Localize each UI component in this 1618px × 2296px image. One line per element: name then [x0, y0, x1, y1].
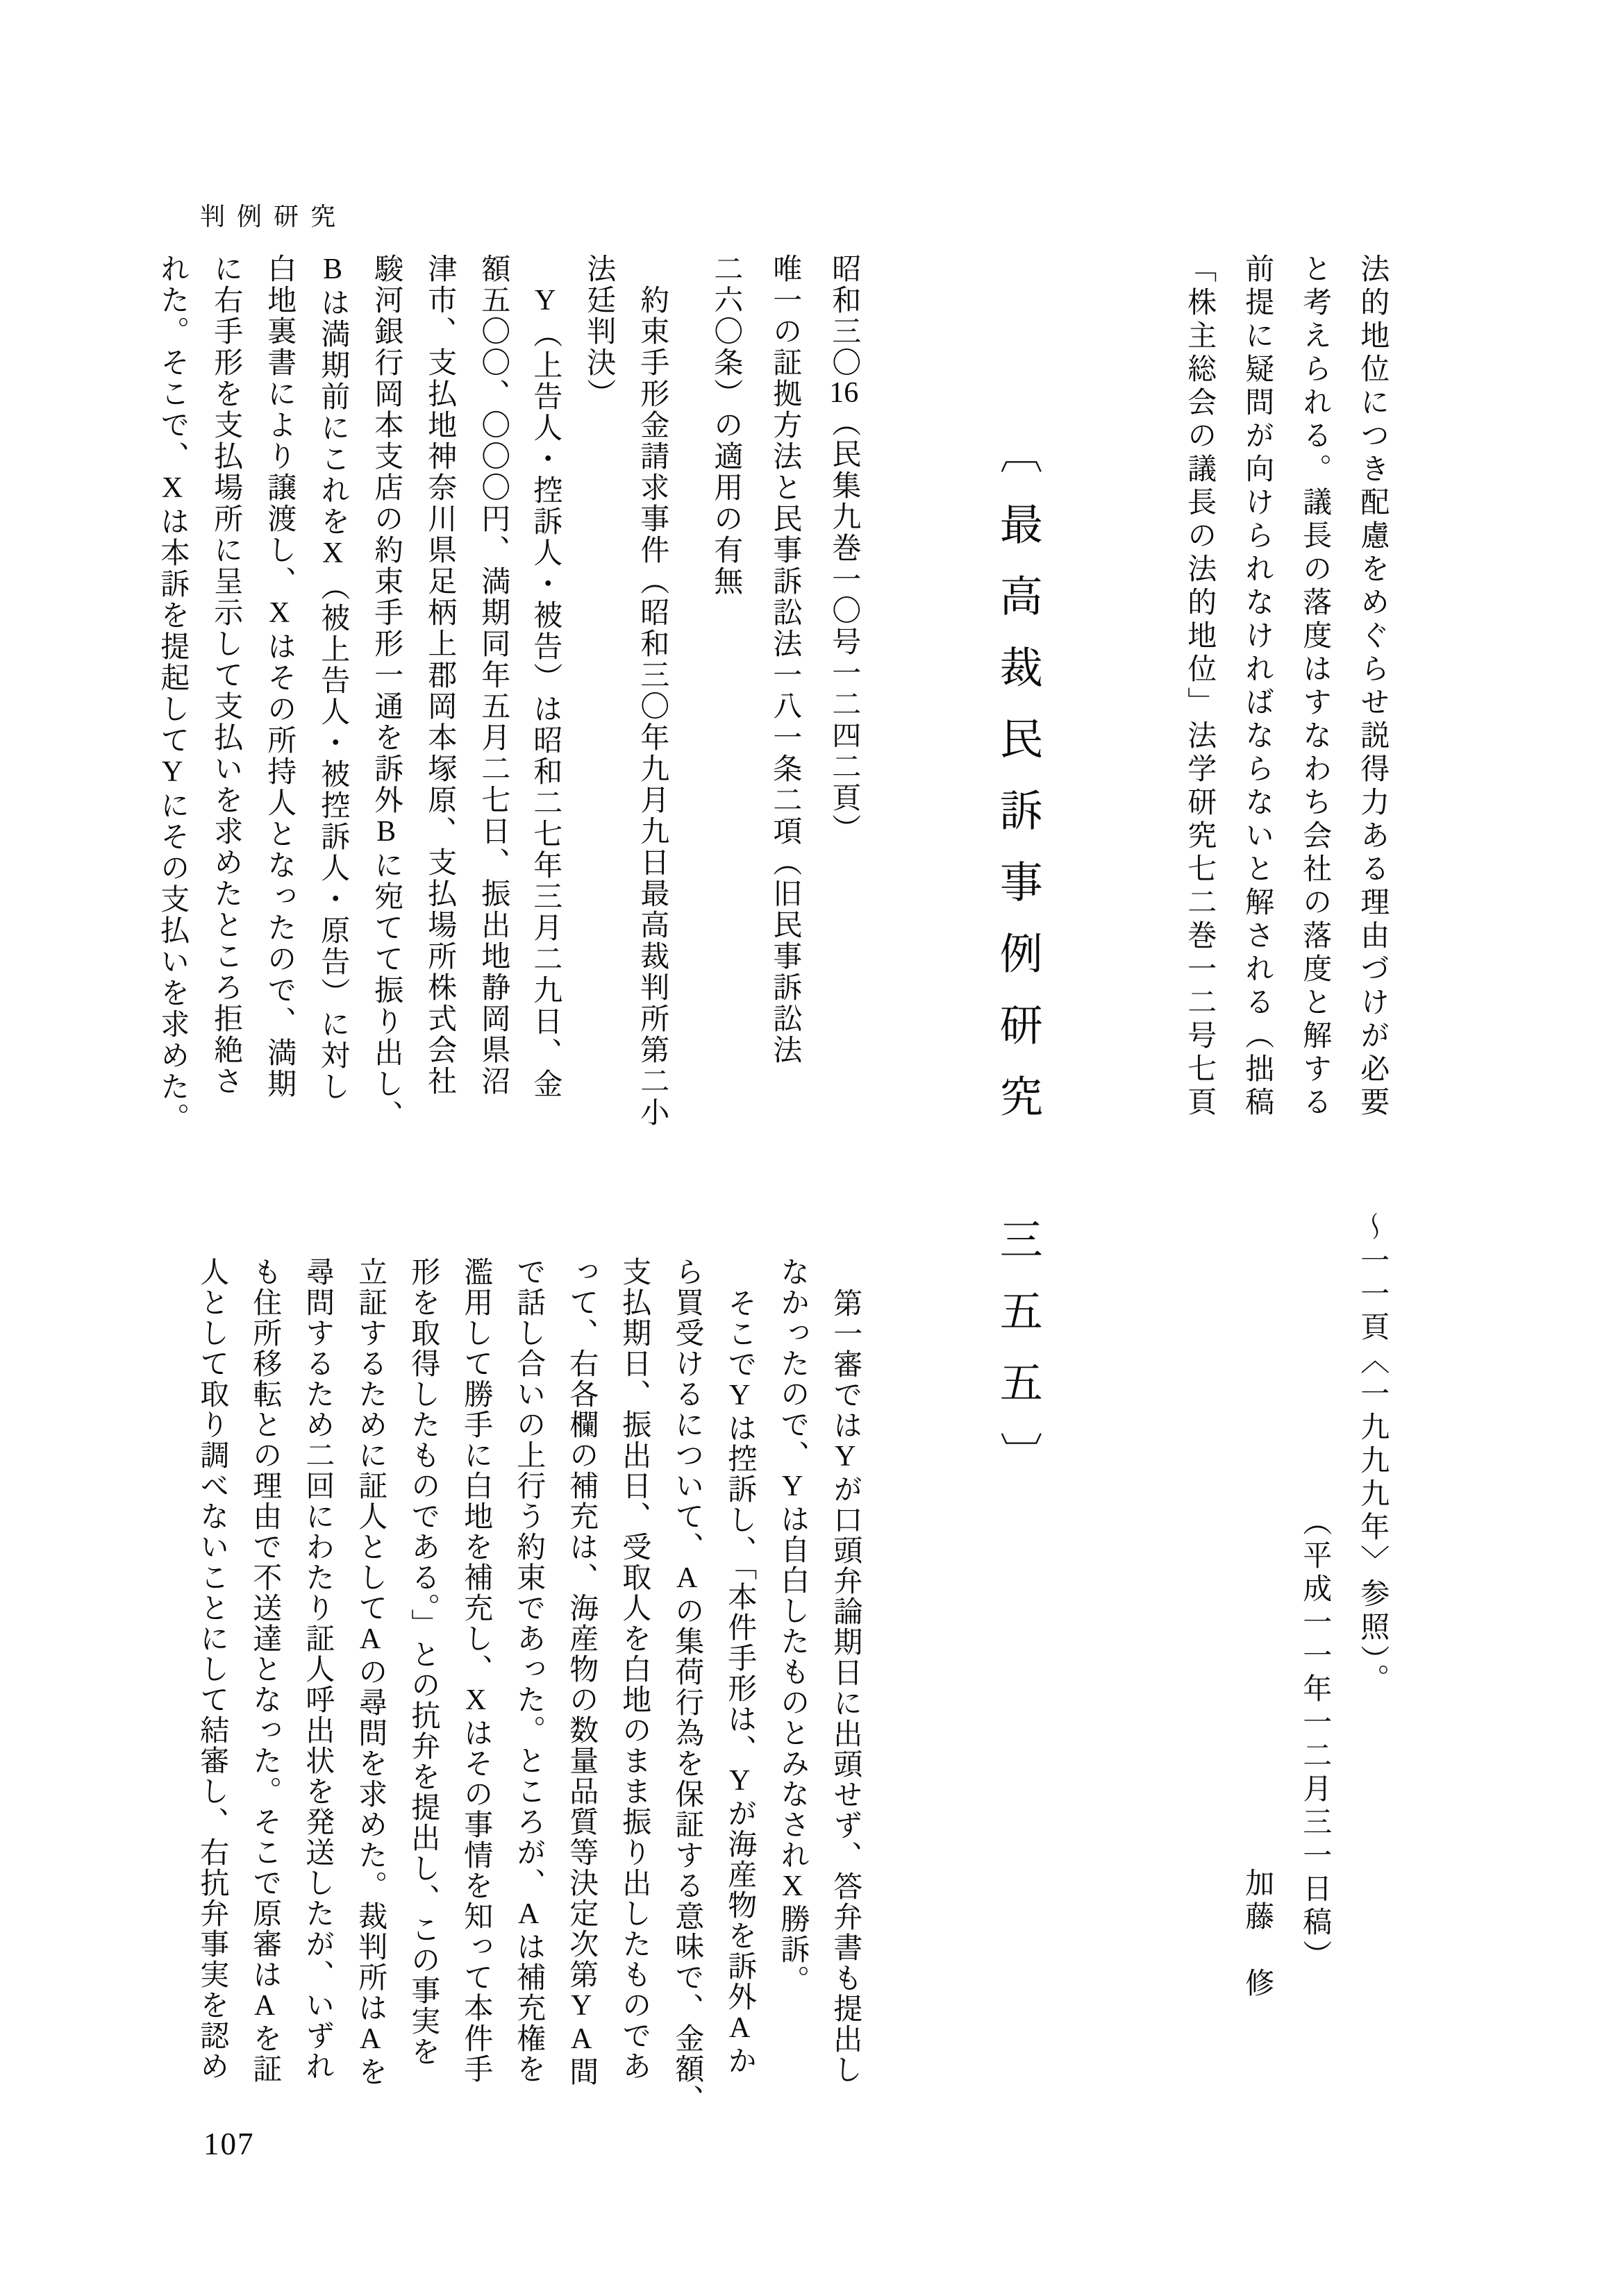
facts-line: れた。そこで、Xは本訴を提起してYにその支払いを求めた。 — [156, 253, 189, 1134]
facts-line: 額五〇〇、〇〇〇円、満期同年五月二七日、振出地静岡県沼 — [477, 253, 510, 1097]
facts-line: 尋問するため二回にわたり証人呼出状を発送したが、いずれ — [301, 1257, 334, 2081]
facts-line: そこでYは控訴し、「本件手形は、Yが海産物を訴外Aか — [724, 1288, 756, 2076]
facts-line: なかったので、Yは自白したものとみなされX勝訴。 — [776, 1257, 809, 1995]
prev-article-body-line: 法的地位につき配慮をめぐらせ説得力ある理由づけが必要 — [1356, 253, 1389, 1120]
manuscript-date-line: （平成一一年一二月三一日稿） — [1299, 1507, 1331, 1973]
facts-line: Y（上告人・控訴人・被告）は昭和二七年三月二九日、金 — [529, 285, 562, 1100]
facts-line: 形を取得したものである。」との抗弁を提出し、この事実を — [407, 1257, 440, 2067]
issue-statement-line: 唯一の証拠方法と民事訴訟法一八一条二項（旧民事訴訟法 — [769, 253, 801, 1066]
prev-article-body-line: 「株主総会の議長の法的地位」法学研究七二巻一二号七頁 — [1183, 253, 1216, 1120]
facts-line: 白地裏書により譲渡し、Xはその所持人となったので、満期 — [263, 253, 296, 1100]
facts-line: 濫用して勝手に白地を補充し、Xはその事情を知って本件手 — [460, 1257, 492, 2084]
facts-line: に右手形を支払場所に呈示して支払いを求めたところ拒絶さ — [210, 253, 242, 1097]
author-name: 加藤 修 — [1241, 1868, 1274, 2001]
facts-line: って、右各欄の補充は、海産物の数量品質等決定次第YA間 — [565, 1257, 598, 2087]
prev-article-reference-continuation: 〜一一頁〈一九九九年〉参照）。 — [1356, 1212, 1389, 1697]
prev-article-body-line: と考えられる。議長の落度はすなわち会社の落度と解する — [1299, 253, 1331, 1120]
facts-line: で話し合いの上行う約束であった。ところが、Aは補充権を — [512, 1257, 545, 2084]
facts-line: 人として取り調べないことにして結審し、右抗弁事実を認め — [196, 1257, 228, 2081]
facts-line: ら買受けるについて、Aの集荷行為を保証する意味で、金額、 — [671, 1257, 703, 2115]
era-case-number: 昭和三〇 — [828, 253, 860, 378]
facts-line: 支払期日、振出日、受取人を白地のまま振り出したものであ — [618, 1257, 651, 2081]
case-name-line: 法廷判決） — [583, 253, 615, 410]
case-name-line: 約束手形金請求事件（昭和三〇年九月九日最高裁判所第二小 — [636, 285, 669, 1128]
running-head: 判例研究 — [200, 203, 348, 231]
facts-line: 立証するために証人としてAの尋問を求めた。裁判所はAを — [354, 1257, 387, 2087]
case-number-digits: 16 — [829, 378, 859, 408]
article-series-title: 〔最高裁民訴事例研究 三五五〕 — [993, 430, 1041, 1503]
facts-line: Bは満期前にこれをX（被上告人・被控訴人・原告）に対し — [317, 253, 349, 1103]
facts-line: 駿河銀行岡本支店の約束手形一通を訴外Bに宛てて振り出し、 — [370, 253, 403, 1131]
facts-line: 第一審ではYが口頭弁論期日に出頭せず、答弁書も提出し — [829, 1288, 862, 2085]
prev-article-body-line: 前提に疑問が向けられなければならないと解される（拙稿 — [1241, 253, 1274, 1120]
issue-statement-line: 二六〇条）の適用の有無 — [710, 253, 742, 597]
case-number-citation-line — [828, 253, 860, 845]
case-citation: （民集九巻一〇号一二四二頁） — [828, 408, 860, 845]
facts-line: も住所移転との理由で不送達となった。そこで原審はAを証 — [249, 1257, 281, 2084]
page-number: 107 — [203, 2127, 255, 2161]
facts-line: 津市、支払地神奈川県足柄上郡岡本塚原、支払場所株式会社 — [424, 253, 456, 1097]
